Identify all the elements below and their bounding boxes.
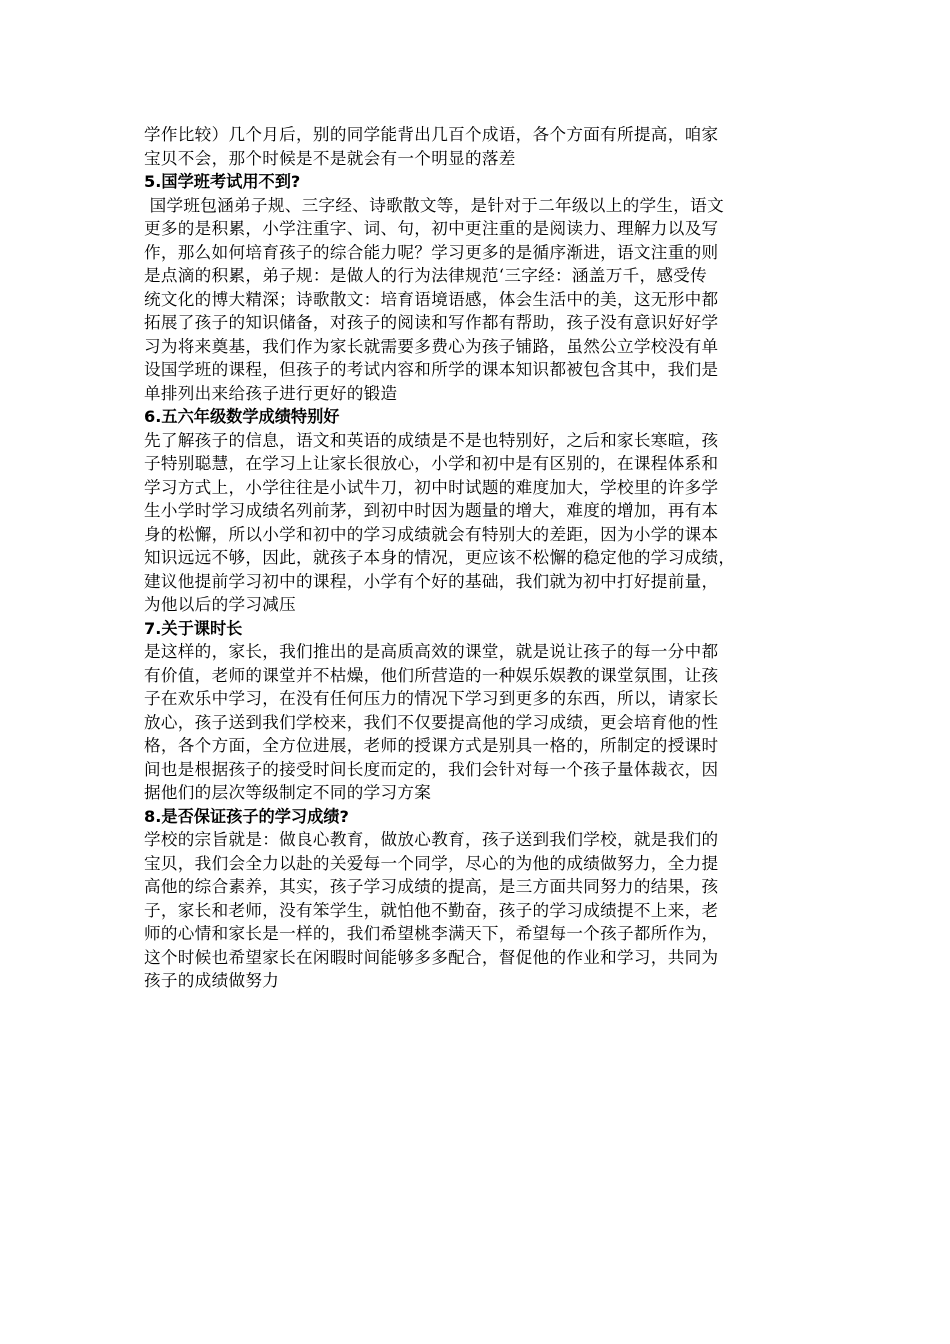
paragraph-line: 这个时候也希望家长在闲暇时间能够多多配合，督促他的作业和学习，共同为 xyxy=(144,947,719,967)
paragraph-line: 生小学时学习成绩名列前茅，到初中时因为题量的增大，难度的增加，再有本 xyxy=(144,501,719,520)
section-6 xyxy=(144,405,814,617)
paragraph-line: 有价值，老师的课堂并不枯燥，他们所营造的一种娱乐娱教的课堂氛围，让孩 xyxy=(144,665,719,685)
paragraph-line: 子在欢乐中学习，在没有任何压力的情况下学习到更多的东西，所以，请家长 xyxy=(144,689,719,708)
paragraph-line: 为他以后的学习减压 xyxy=(144,595,297,614)
section-heading: 8.是否保证孩子的学习成绩? xyxy=(144,806,349,826)
paragraph-line: 宝贝不会，那个时候是不是就会有一个明显的落差 xyxy=(144,148,516,168)
paragraph-line: 是点滴的积累，弟子规：是做人的行为法律规范‘三字经：涵盖万千，感受传 xyxy=(144,266,708,285)
paragraph-line: 国学班包涵弟子规、三字经、诗歌散文等，是针对于二年级以上的学生，语文 xyxy=(144,195,724,215)
paragraph-line: 知识远远不够，因此，就孩子本身的情况，更应该不松懈的稳定他的学习成绩， xyxy=(144,548,736,567)
paragraph-line: 孩子的成绩做努力 xyxy=(144,971,280,990)
document-page xyxy=(144,123,814,993)
paragraph-line: 拓展了孩子的知识储备，对孩子的阅读和写作都有帮助，孩子没有意识好好学 xyxy=(144,313,719,332)
paragraph-line: 宝贝，我们会全力以赴的关爱每一个同学，尽心的为他的成绩做努力，全力提 xyxy=(144,853,719,873)
paragraph-line: 身的松懈，所以小学和初中的学习成绩就会有特别大的差距，因为小学的课本 xyxy=(144,524,719,544)
paragraph-line: 据他们的层次等级制定不同的学习方案 xyxy=(144,783,432,802)
paragraph-line: 放心，孩子送到我们学校来，我们不仅要提高他的学习成绩，更会培育他的性 xyxy=(144,712,719,732)
paragraph-line: 建议他提前学习初中的课程，小学有个好的基础，我们就为初中打好提前量， xyxy=(144,571,719,591)
paragraph-line: 师的心情和家长是一样的，我们希望桃李满天下，希望每一个孩子都所作为， xyxy=(144,924,719,943)
section-heading: 5.国学班考试用不到? xyxy=(144,172,301,191)
paragraph-line: 子特别聪慧，在学习上让家长很放心，小学和初中是有区别的，在课程体系和 xyxy=(144,454,719,473)
paragraph-line: 格，各个方面，全方位进展，老师的授课方式是别具一格的，所制定的授课时 xyxy=(144,736,719,755)
paragraph-line: 学作比较）几个月后，别的同学能背出几百个成语，各个方面有所提高，咱家 xyxy=(144,125,719,144)
paragraph-line: 高他的综合素养，其实，孩子学习成绩的提高，是三方面共同努力的结果，孩 xyxy=(144,877,719,896)
section-paragraph xyxy=(144,640,814,805)
paragraph-line: 间也是根据孩子的接受时间长度而定的，我们会针对每一个孩子量体裁衣，因 xyxy=(144,759,719,779)
section-7 xyxy=(144,617,814,805)
paragraph-line: 习为将来奠基，我们作为家长就需要多费心为孩子铺路，虽然公立学校没有单 xyxy=(144,336,719,356)
paragraph-line: 更多的是积累，小学注重字、词、句，初中更注重的是阅读力、理解力以及写 xyxy=(144,219,719,238)
paragraph-line: 单排列出来给孩子进行更好的锻造 xyxy=(144,383,398,403)
paragraph-line: 是这样的，家长，我们推出的是高质高效的课堂，就是说让孩子的每一分中都 xyxy=(144,642,719,661)
section-paragraph xyxy=(144,828,814,993)
paragraph-line: 作，那么如何培育孩子的综合能力呢？学习更多的是循序渐进，语文注重的则 xyxy=(144,242,719,262)
intro-paragraph xyxy=(144,123,814,170)
section-paragraph xyxy=(144,194,814,406)
paragraph-line: 学习方式上，小学往往是小试牛刀，初中时试题的难度加大，学校里的许多学 xyxy=(144,477,719,497)
section-heading: 7.关于课时长 xyxy=(144,618,243,638)
paragraph-line: 学校的宗旨就是：做良心教育，做放心教育，孩子送到我们学校，就是我们的 xyxy=(144,830,719,849)
section-5 xyxy=(144,170,814,405)
section-heading: 6.五六年级数学成绩特别好 xyxy=(144,407,340,426)
paragraph-line: 子，家长和老师，没有笨学生，就怕他不勤奋，孩子的学习成绩提不上来，老 xyxy=(144,900,719,920)
paragraph-line: 设国学班的课程，但孩子的考试内容和所学的课本知识都被包含其中，我们是 xyxy=(144,360,719,379)
paragraph-line: 先了解孩子的信息，语文和英语的成绩是不是也特别好，之后和家长寒暄，孩 xyxy=(144,430,719,450)
section-8 xyxy=(144,805,814,993)
section-intro xyxy=(144,123,814,170)
section-paragraph xyxy=(144,429,814,617)
paragraph-line: 统文化的博大精深；诗歌散文：培育语境语感，体会生活中的美，这无形中都 xyxy=(144,289,719,309)
